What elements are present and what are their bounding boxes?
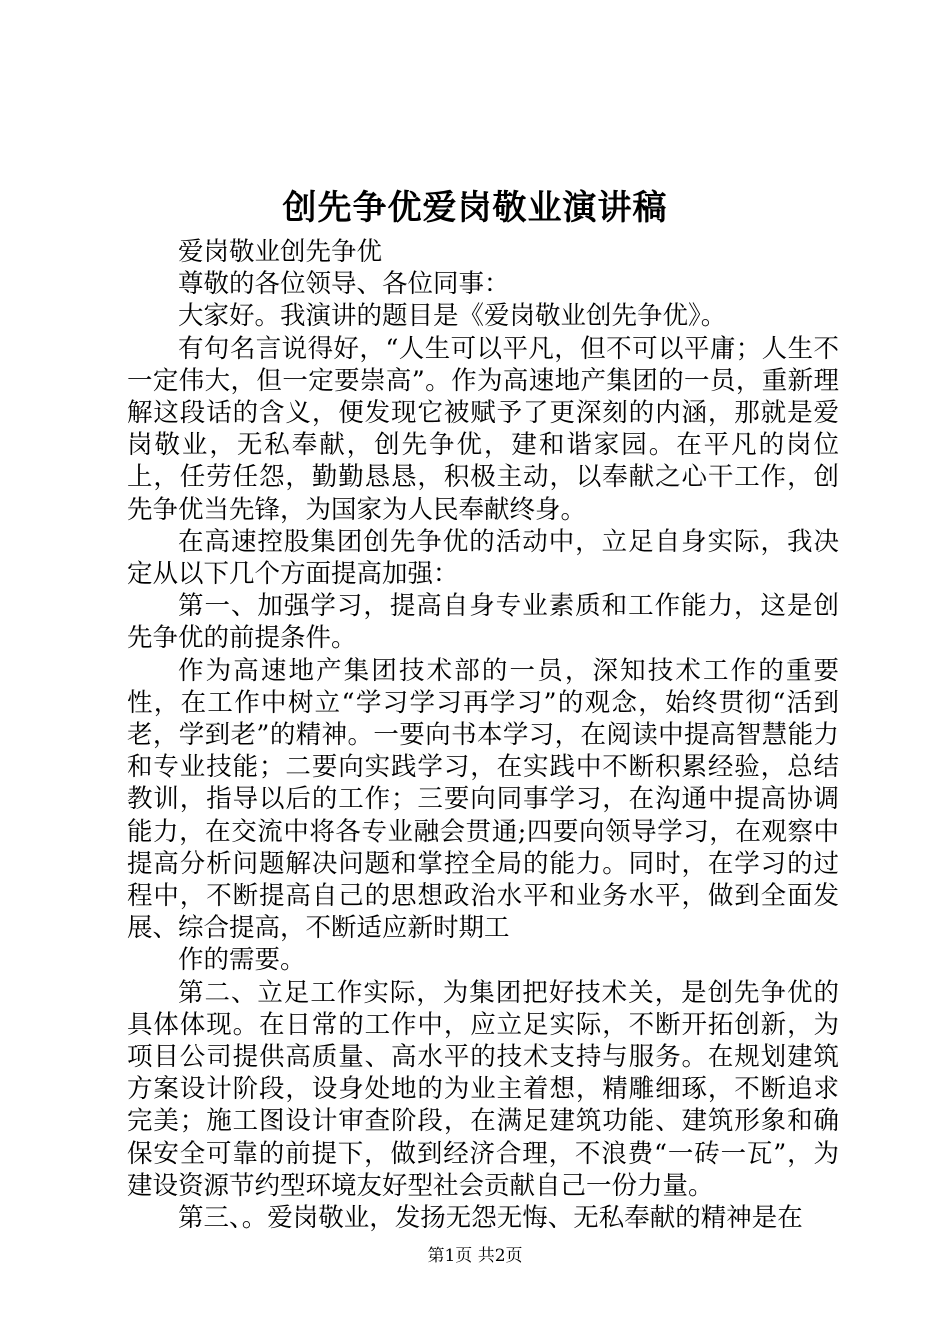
paragraph-subtitle: 爱岗敬业创先争优 [178, 237, 383, 267]
paragraph-point-three: 第三、。爱岗敬业，发扬无怨无悔、无私奉献的精神是在 [178, 1203, 803, 1234]
paragraph-plan: 在高速控股集团创先争优的活动中，立足自身实际，我决定从以下几个方面提高加强： [127, 526, 839, 590]
paragraph-salutation: 尊敬的各位领导、各位同事： [178, 269, 510, 300]
document-body [127, 236, 839, 1234]
page-footer: 第1页 共2页 [427, 1246, 523, 1266]
paragraph-point-one-end: 作的需要。 [178, 945, 306, 976]
paragraph-intro: 有句名言说得好，“人生可以平凡，但不可以平庸；人生不一定伟大，但一定要崇高”。作为高速地产集团的一员，重新理解这段话的含义，便发现它被赋予了更深刻的内涵，那就是爱岗敬业，无私奉献，创先争优，建和谐家园。在平凡的岗位上，任劳任怨，勤勤恳恳，积极主动，以奉献之心干工作，创先争优当先锋，为国家为人民奉献终身。 [127, 333, 839, 525]
paragraph-point-one-detail: 作为高速地产集团技术部的一员，深知技术工作的重要性，在工作中树立“学习学习再学习”的观念，始终贯彻“活到老，学到老”的精神。一要向书本学习，在阅读中提高智慧能力和专业技能；二要向实践学习，在实践中不断积累经验，总结教训，指导以后的工作；三要向同事学习，在沟通中提高协调能力，在交流中将各专业融会贯通;四要向领导学习，在观察中提高分析问题解决问题和掌控全局的能力。同时，在学习的过程中，不断提高自己的思想政治水平和业务水平，做到全面发展、综合提高，不断适应新时期工 [127, 655, 839, 944]
paragraph-greeting: 大家好。我演讲的题目是《爱岗敬业创先争优》。 [178, 301, 727, 332]
document-title: 创先争优爱岗敬业演讲稿 [282, 188, 668, 228]
paragraph-point-one: 第一、加强学习，提高自身专业素质和工作能力，这是创先争优的前提条件。 [127, 591, 839, 654]
paragraph-point-two: 第二、立足工作实际，为集团把好技术关，是创先争优的具体体现。在日常的工作中，应立足实际，不断开拓创新，为项目公司提供高质量、高水平的技术支持与服务。在规划建筑方案设计阶段，设身处地的为业主着想，精雕细琢，不断追求完美；施工图设计审查阶段，在满足建筑功能、建筑形象和确保安全可靠的前提下，做到经济合理，不浪费“一砖一瓦”，为建设资源节约型环境友好型社会贡献自己一份力量。 [127, 977, 839, 1201]
